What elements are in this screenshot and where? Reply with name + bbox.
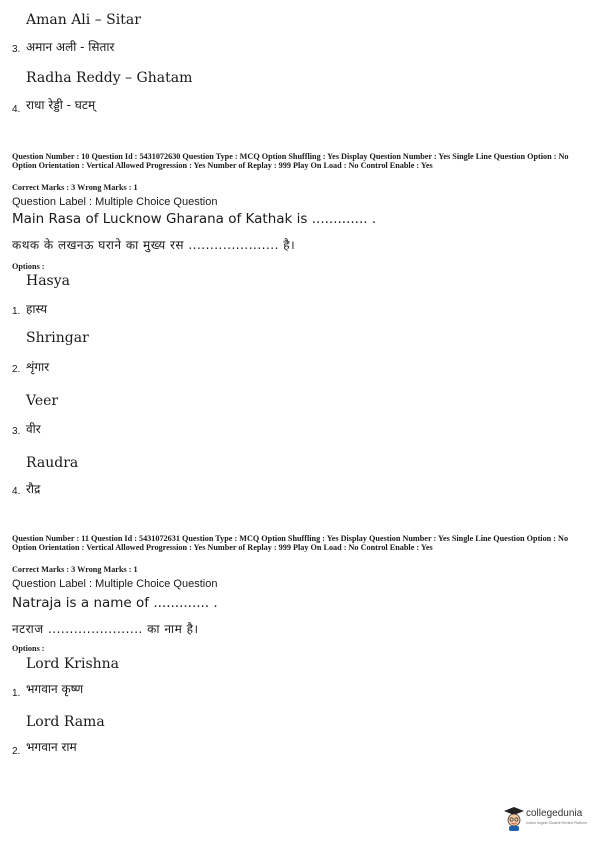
question-label: Question Label : Multiple Choice Question [12, 578, 218, 590]
marks-info: Correct Marks : 3 Wrong Marks : 1 [12, 183, 138, 192]
collegedunia-logo [503, 806, 591, 834]
option-hi: भगवान कृष्ण [26, 682, 84, 696]
option-number: 1. [12, 306, 21, 317]
option-en: Shringar [26, 330, 89, 346]
option-hi: शृंगार [26, 360, 50, 374]
option-hi: हास्य [26, 302, 48, 316]
option-en: Aman Ali – Sitar [26, 12, 141, 28]
option-en: Radha Reddy – Ghatam [26, 70, 193, 86]
option-en: Raudra [26, 455, 79, 471]
question-text-en: Natraja is a name of ............. . [12, 595, 218, 611]
marks-info: Correct Marks : 3 Wrong Marks : 1 [12, 565, 138, 574]
question-text-hi: नटराज ...................... का नाम है। [12, 622, 199, 636]
options-label: Options : [12, 262, 45, 271]
option-en: Lord Krishna [26, 656, 120, 672]
option-number: 4. [12, 486, 21, 497]
question-label: Question Label : Multiple Choice Question [12, 196, 218, 208]
options-label: Options : [12, 644, 45, 653]
option-en: Lord Rama [26, 714, 105, 730]
option-en: Hasya [26, 273, 70, 289]
option-hi: वीर [26, 422, 41, 436]
question-text-en: Main Rasa of Lucknow Gharana of Kathak is ............. . [12, 211, 377, 227]
option-number: 3. [12, 44, 21, 55]
option-hi: अमान अली - सितार [26, 40, 115, 54]
question-text-hi: कथक के लखनऊ घराने का मुख्य रस ..................... है। [12, 238, 296, 252]
graduate-mascot-icon [503, 806, 525, 832]
option-en: Veer [26, 393, 59, 409]
option-hi: राधा रेड्डी - घटम् [26, 98, 96, 112]
option-number: 2. [12, 746, 21, 757]
brand-name: collegedunia [526, 808, 583, 819]
option-hi: रौद्र [26, 482, 41, 496]
option-hi: भगवान राम [26, 740, 77, 754]
brand-tagline: India's largest Student Review Platform [526, 821, 587, 825]
question-meta: Question Number : 10 Question Id : 5431072630 Question Type : MCQ Option Shuffling : Yes Display Question Number : Yes Single Line Question Option : No Option Orientation : Vertical Allowed Progression : Yes Number of Replay : 999 Play On Load : No Control Enable : Yes [12, 152, 569, 171]
question-meta: Question Number : 11 Question Id : 5431072631 Question Type : MCQ Option Shuffling : Yes Display Question Number : Yes Single Line Question Option : No Option Orientation : Vertical Allowed Progression : Yes Number of Replay : 999 Play On Load : No Control Enable : Yes [12, 534, 569, 553]
option-number: 1. [12, 688, 21, 699]
option-number: 3. [12, 426, 21, 437]
option-number: 4. [12, 104, 21, 115]
option-number: 2. [12, 364, 21, 375]
